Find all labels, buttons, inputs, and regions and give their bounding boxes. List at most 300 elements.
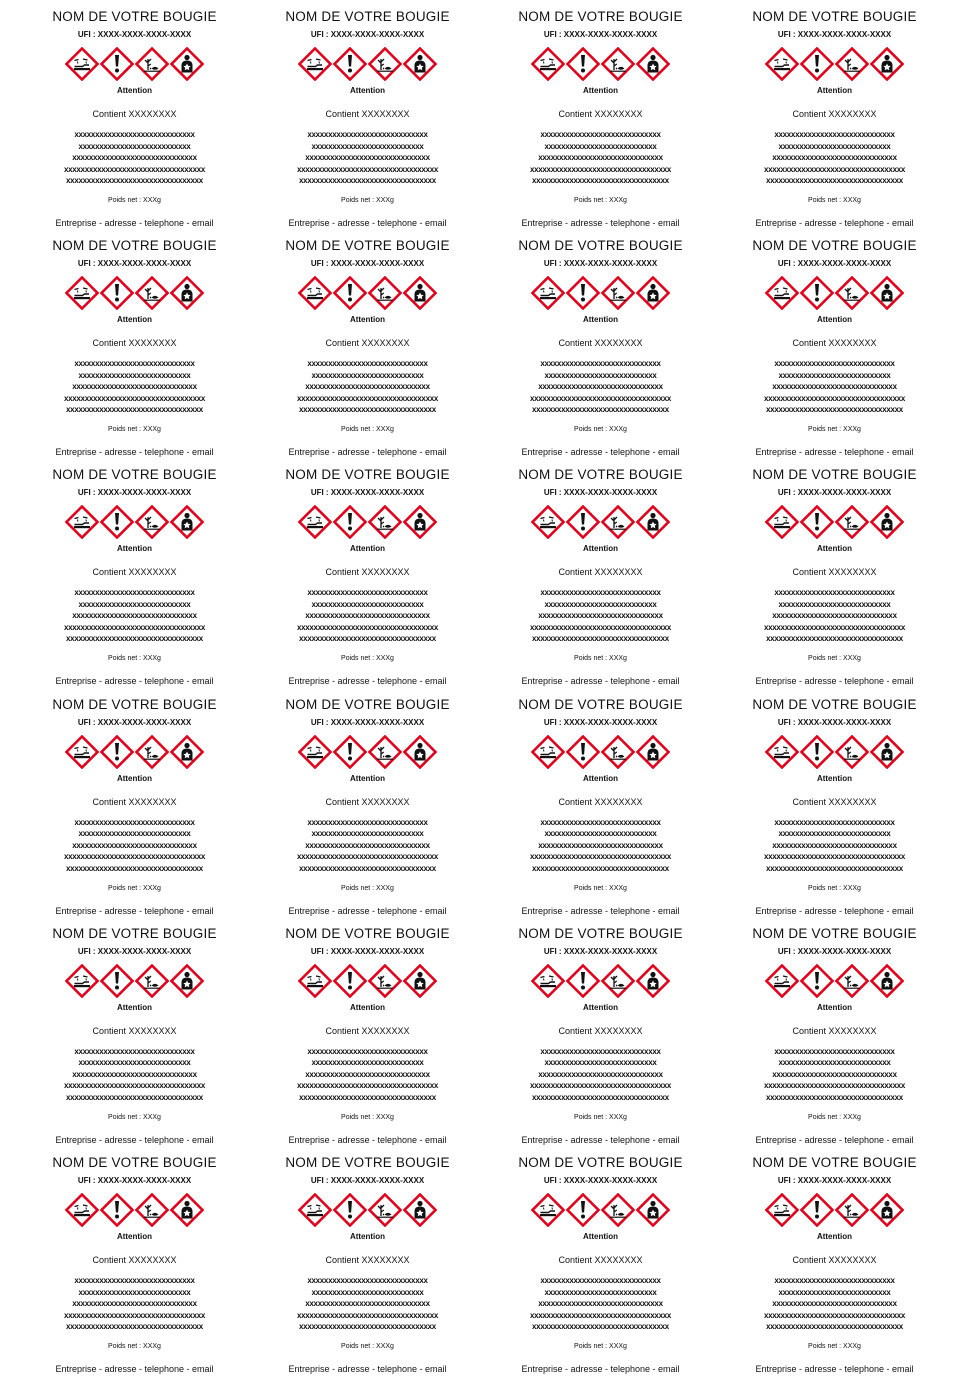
- net-weight: Poids net : XXXg: [108, 197, 161, 204]
- contains-line: Contient XXXXXXXX: [792, 1025, 877, 1036]
- candle-name: NOM DE VOTRE BOUGIE: [52, 9, 217, 24]
- net-weight: Poids net : XXXg: [108, 1343, 161, 1350]
- hazard-statement-line: xxxxxxxxxxxxxxxxxxxxxxxxxxxxxxxxx: [532, 863, 669, 873]
- ghs05-corrosion-icon: [531, 276, 565, 310]
- ghs07-exclamation-icon: [100, 505, 134, 539]
- hazard-statement-line: xxxxxxxxxxxxxxxxxxxxxxxxxxxxxxxxx: [766, 863, 903, 873]
- net-weight: Poids net : XXXg: [808, 884, 861, 892]
- hazard-statement-line: xxxxxxxxxxxxxxxxxxxxxxxxxxx: [311, 829, 424, 839]
- hazard-pictograms: [484, 47, 717, 81]
- hazard-statement-line: xxxxxxxxxxxxxxxxxxxxxxxxxxxxx: [307, 130, 428, 139]
- hazard-statement-line: xxxxxxxxxxxxxxxxxxxxxxxxxxxxxxxxxx: [529, 852, 672, 862]
- company-contact-line: Entreprise - adresse - telephone - email: [755, 1364, 914, 1374]
- ghs09-environment-icon: [601, 735, 635, 769]
- hazard-statement-line: xxxxxxxxxxxxxxxxxxxxxxxxxxxxxxxxxx: [529, 1310, 672, 1320]
- ghs05-corrosion-icon: [531, 964, 565, 998]
- ghs05-corrosion-icon: [298, 735, 332, 769]
- ghs09-environment-icon: [835, 47, 869, 81]
- hazard-statement-line: xxxxxxxxxxxxxxxxxxxxxxxxxxx: [544, 370, 657, 380]
- company-contact-line: Entreprise - adresse - telephone - email: [288, 1364, 447, 1374]
- company-contact-line: Entreprise - adresse - telephone - email: [521, 676, 680, 687]
- net-weight: Poids net : XXXg: [574, 884, 627, 892]
- hazard-pictograms: [251, 735, 484, 769]
- hazard-statement-line: xxxxxxxxxxxxxxxxxxxxxxxxxxxxx: [540, 359, 661, 369]
- company-contact-line: Entreprise - adresse - telephone - email: [55, 447, 214, 458]
- candle-label: [484, 229, 717, 458]
- ufi-code: UFI : XXXX-XXXX-XXXX-XXXX: [543, 717, 658, 727]
- contains-line: Contient XXXXXXXX: [558, 1025, 643, 1036]
- company-contact-line: Entreprise - adresse - telephone - email: [755, 447, 914, 458]
- contains-line: Contient XXXXXXXX: [792, 1255, 877, 1265]
- net-weight: Poids net : XXXg: [574, 655, 627, 663]
- hazard-statement-line: xxxxxxxxxxxxxxxxxxxxxxxxxxxxxxxxxx: [529, 1081, 672, 1091]
- candle-label: [718, 229, 951, 458]
- candle-label: [18, 917, 251, 1146]
- contains-line: Contient XXXXXXXX: [325, 567, 410, 578]
- candle-name: NOM DE VOTRE BOUGIE: [518, 925, 683, 941]
- hazard-pictograms: [251, 505, 484, 539]
- net-weight: Poids net : XXXg: [341, 197, 394, 204]
- ghs09-environment-icon: [835, 505, 869, 539]
- signal-word: Attention: [349, 1232, 386, 1241]
- hazard-pictograms: [484, 276, 717, 310]
- hazard-statement-line: xxxxxxxxxxxxxxxxxxxxxxxxxxxxx: [774, 1046, 895, 1056]
- ghs07-exclamation-icon: [566, 1193, 600, 1227]
- hazard-pictograms: [251, 276, 484, 310]
- ufi-code: UFI : XXXX-XXXX-XXXX-XXXX: [310, 488, 425, 498]
- hazard-statement-line: xxxxxxxxxxxxxxxxxxxxxxxxxxxxx: [774, 359, 895, 369]
- hazard-statement-line: xxxxxxxxxxxxxxxxxxxxxxxxxxxxx: [307, 588, 428, 598]
- ghs05-corrosion-icon: [765, 964, 799, 998]
- candle-name: NOM DE VOTRE BOUGIE: [285, 925, 450, 941]
- ufi-code: UFI : XXXX-XXXX-XXXX-XXXX: [310, 946, 425, 956]
- hazard-statement-line: xxxxxxxxxxxxxxxxxxxxxxxxxxx: [311, 1058, 424, 1068]
- candle-name: NOM DE VOTRE BOUGIE: [285, 467, 450, 483]
- contains-line: Contient XXXXXXXX: [558, 796, 643, 807]
- company-contact-line: Entreprise - adresse - telephone - email: [755, 905, 914, 916]
- hazard-statement-line: xxxxxxxxxxxxxxxxxxxxxxxxxxxxxx: [538, 611, 663, 621]
- company-contact-line: Entreprise - adresse - telephone - email: [521, 218, 680, 228]
- candle-name: NOM DE VOTRE BOUGIE: [752, 1155, 917, 1170]
- hazard-pictograms: [484, 964, 717, 998]
- hazard-statement-line: xxxxxxxxxxxxxxxxxxxxxxxxxxxxxxxxx: [299, 405, 436, 415]
- hazard-statement-line: xxxxxxxxxxxxxxxxxxxxxxxxxxxxxxxxxx: [296, 393, 439, 403]
- candle-name: NOM DE VOTRE BOUGIE: [518, 467, 683, 483]
- candle-name: NOM DE VOTRE BOUGIE: [752, 238, 917, 254]
- ghs05-corrosion-icon: [531, 47, 565, 81]
- hazard-statement-line: xxxxxxxxxxxxxxxxxxxxxxxxxxxxxxxxxx: [63, 622, 206, 632]
- hazard-statement-line: xxxxxxxxxxxxxxxxxxxxxxxxxxxxx: [774, 817, 895, 827]
- ghs05-corrosion-icon: [765, 505, 799, 539]
- hazard-statement-line: xxxxxxxxxxxxxxxxxxxxxxxxxxxxx: [774, 588, 895, 598]
- ghs08-health-hazard-icon: [636, 47, 670, 81]
- ghs07-exclamation-icon: [333, 735, 367, 769]
- candle-label: [718, 458, 951, 687]
- hazard-statement-line: xxxxxxxxxxxxxxxxxxxxxxxxxxxxxx: [538, 382, 663, 392]
- net-weight: Poids net : XXXg: [808, 426, 861, 434]
- ghs07-exclamation-icon: [333, 964, 367, 998]
- ghs09-environment-icon: [368, 964, 402, 998]
- hazard-statement-line: xxxxxxxxxxxxxxxxxxxxxxxxxxxxx: [307, 1046, 428, 1056]
- ghs07-exclamation-icon: [333, 276, 367, 310]
- ghs09-environment-icon: [368, 47, 402, 81]
- candle-label: [18, 688, 251, 917]
- hazard-statements: [251, 358, 484, 416]
- ghs08-health-hazard-icon: [636, 276, 670, 310]
- ghs07-exclamation-icon: [100, 47, 134, 81]
- hazard-statements: [718, 1046, 951, 1104]
- contains-line: Contient XXXXXXXX: [92, 338, 177, 349]
- ufi-code: UFI : XXXX-XXXX-XXXX-XXXX: [310, 717, 425, 727]
- candle-label: [484, 1146, 717, 1375]
- hazard-statement-line: xxxxxxxxxxxxxxxxxxxxxxxxxxxxxx: [305, 840, 430, 850]
- signal-word: Attention: [116, 544, 153, 554]
- ghs07-exclamation-icon: [800, 276, 834, 310]
- company-contact-line: Entreprise - adresse - telephone - email: [55, 218, 214, 228]
- hazard-statement-line: xxxxxxxxxxxxxxxxxxxxxxxxxxxxxx: [72, 382, 197, 392]
- candle-label: [18, 458, 251, 687]
- ghs08-health-hazard-icon: [870, 735, 904, 769]
- ghs09-environment-icon: [835, 735, 869, 769]
- hazard-statement-line: xxxxxxxxxxxxxxxxxxxxxxxxxxxxxxxxxx: [529, 393, 672, 403]
- ghs08-health-hazard-icon: [170, 1193, 204, 1227]
- ghs07-exclamation-icon: [566, 276, 600, 310]
- hazard-statement-line: xxxxxxxxxxxxxxxxxxxxxxxxxxxxxx: [305, 611, 430, 621]
- contains-line: Contient XXXXXXXX: [792, 109, 877, 119]
- net-weight: Poids net : XXXg: [341, 1113, 394, 1121]
- hazard-pictograms: [18, 276, 251, 310]
- hazard-statements: [718, 129, 951, 187]
- candle-label: [718, 1146, 951, 1375]
- ghs08-health-hazard-icon: [636, 505, 670, 539]
- ghs08-health-hazard-icon: [636, 735, 670, 769]
- ghs05-corrosion-icon: [765, 1193, 799, 1227]
- hazard-statement-line: xxxxxxxxxxxxxxxxxxxxxxxxxxxxxxxxx: [299, 634, 436, 644]
- hazard-statement-line: xxxxxxxxxxxxxxxxxxxxxxxxxxxxx: [74, 817, 195, 827]
- contains-line: Contient XXXXXXXX: [325, 338, 410, 349]
- hazard-pictograms: [18, 735, 251, 769]
- hazard-statement-line: xxxxxxxxxxxxxxxxxxxxxxxxxxx: [78, 1058, 191, 1068]
- hazard-statement-line: xxxxxxxxxxxxxxxxxxxxxxxxxxxxxx: [772, 382, 897, 392]
- hazard-statements: [251, 817, 484, 875]
- ghs08-health-hazard-icon: [403, 505, 437, 539]
- hazard-statement-line: xxxxxxxxxxxxxxxxxxxxxxxxxxx: [544, 141, 657, 151]
- hazard-statement-line: xxxxxxxxxxxxxxxxxxxxxxxxxxxxx: [540, 1276, 661, 1285]
- hazard-pictograms: [18, 47, 251, 81]
- candle-name: NOM DE VOTRE BOUGIE: [52, 925, 217, 941]
- ghs05-corrosion-icon: [765, 47, 799, 81]
- hazard-pictograms: [718, 964, 951, 998]
- ufi-code: UFI : XXXX-XXXX-XXXX-XXXX: [543, 488, 658, 498]
- hazard-statement-line: xxxxxxxxxxxxxxxxxxxxxxxxxxx: [311, 370, 424, 380]
- candle-name: NOM DE VOTRE BOUGIE: [52, 238, 217, 254]
- hazard-statements: [718, 817, 951, 875]
- hazard-statement-line: xxxxxxxxxxxxxxxxxxxxxxxxxxxxx: [74, 359, 195, 369]
- ghs07-exclamation-icon: [800, 47, 834, 81]
- hazard-statement-line: xxxxxxxxxxxxxxxxxxxxxxxxxxxxxx: [538, 1299, 663, 1308]
- hazard-statement-line: xxxxxxxxxxxxxxxxxxxxxxxxxxxxx: [74, 130, 195, 139]
- hazard-pictograms: [718, 1193, 951, 1227]
- hazard-statement-line: xxxxxxxxxxxxxxxxxxxxxxxxxxxxxxxxxx: [296, 164, 439, 174]
- candle-name: NOM DE VOTRE BOUGIE: [52, 696, 217, 712]
- company-contact-line: Entreprise - adresse - telephone - email: [288, 1134, 447, 1145]
- ufi-code: UFI : XXXX-XXXX-XXXX-XXXX: [543, 259, 658, 269]
- hazard-statement-line: xxxxxxxxxxxxxxxxxxxxxxxxxxxxxxxxxx: [296, 852, 439, 862]
- ghs07-exclamation-icon: [566, 505, 600, 539]
- hazard-statement-line: xxxxxxxxxxxxxxxxxxxxxxxxxxxxxxxxxx: [296, 1081, 439, 1091]
- ghs05-corrosion-icon: [298, 276, 332, 310]
- candle-label: [484, 688, 717, 917]
- hazard-statement-line: xxxxxxxxxxxxxxxxxxxxxxxxxxxxxx: [72, 1069, 197, 1079]
- contains-line: Contient XXXXXXXX: [325, 796, 410, 807]
- signal-word: Attention: [116, 86, 153, 95]
- ghs09-environment-icon: [135, 47, 169, 81]
- signal-word: Attention: [116, 773, 153, 783]
- signal-word: Attention: [116, 315, 153, 325]
- candle-label: [251, 229, 484, 458]
- hazard-statement-line: xxxxxxxxxxxxxxxxxxxxxxxxxxxxxxxxx: [766, 405, 903, 415]
- ghs09-environment-icon: [135, 276, 169, 310]
- hazard-pictograms: [18, 505, 251, 539]
- hazard-statement-line: xxxxxxxxxxxxxxxxxxxxxxxxxxxxx: [540, 130, 661, 139]
- hazard-statement-line: xxxxxxxxxxxxxxxxxxxxxxxxxxx: [778, 1058, 891, 1068]
- hazard-statements: [18, 1046, 251, 1104]
- ghs08-health-hazard-icon: [870, 505, 904, 539]
- company-contact-line: Entreprise - adresse - telephone - email: [288, 905, 447, 916]
- ufi-code: UFI : XXXX-XXXX-XXXX-XXXX: [543, 946, 658, 956]
- ghs08-health-hazard-icon: [636, 1193, 670, 1227]
- contains-line: Contient XXXXXXXX: [92, 567, 177, 578]
- hazard-statement-line: xxxxxxxxxxxxxxxxxxxxxxxxxxxxxxxxx: [532, 1322, 669, 1331]
- ghs09-environment-icon: [135, 1193, 169, 1227]
- candle-label: [18, 0, 251, 229]
- hazard-statement-line: xxxxxxxxxxxxxxxxxxxxxxxxxxxxxxxxx: [299, 1092, 436, 1102]
- candle-label: [18, 229, 251, 458]
- hazard-statements: [484, 587, 717, 645]
- signal-word: Attention: [816, 544, 853, 554]
- hazard-statements: [718, 587, 951, 645]
- ufi-code: UFI : XXXX-XXXX-XXXX-XXXX: [777, 717, 892, 727]
- ghs05-corrosion-icon: [531, 1193, 565, 1227]
- hazard-statement-line: xxxxxxxxxxxxxxxxxxxxxxxxxxxxxx: [305, 1299, 430, 1308]
- hazard-statement-line: xxxxxxxxxxxxxxxxxxxxxxxxxxxxxxxxx: [532, 176, 669, 185]
- hazard-pictograms: [251, 47, 484, 81]
- ghs08-health-hazard-icon: [403, 735, 437, 769]
- hazard-statement-line: xxxxxxxxxxxxxxxxxxxxxxxxxxx: [544, 599, 657, 609]
- hazard-statement-line: xxxxxxxxxxxxxxxxxxxxxxxxxxx: [778, 599, 891, 609]
- net-weight: Poids net : XXXg: [808, 1343, 861, 1350]
- hazard-statement-line: xxxxxxxxxxxxxxxxxxxxxxxxxxx: [544, 829, 657, 839]
- signal-word: Attention: [816, 86, 853, 95]
- net-weight: Poids net : XXXg: [808, 1113, 861, 1121]
- candle-name: NOM DE VOTRE BOUGIE: [752, 925, 917, 941]
- hazard-statement-line: xxxxxxxxxxxxxxxxxxxxxxxxxxxxxxxxx: [766, 634, 903, 644]
- signal-word: Attention: [582, 1002, 619, 1012]
- signal-word: Attention: [816, 315, 853, 325]
- hazard-statement-line: xxxxxxxxxxxxxxxxxxxxxxxxxxxxxxxxxx: [63, 1081, 206, 1091]
- hazard-statement-line: xxxxxxxxxxxxxxxxxxxxxxxxxxxxxxxxx: [766, 1322, 903, 1331]
- candle-label: [251, 0, 484, 229]
- signal-word: Attention: [582, 773, 619, 783]
- ghs08-health-hazard-icon: [870, 964, 904, 998]
- candle-label: [251, 688, 484, 917]
- company-contact-line: Entreprise - adresse - telephone - email: [521, 1134, 680, 1145]
- hazard-statement-line: xxxxxxxxxxxxxxxxxxxxxxxxxxxxxxxxx: [532, 634, 669, 644]
- hazard-statement-line: xxxxxxxxxxxxxxxxxxxxxxxxxxx: [311, 141, 424, 151]
- hazard-pictograms: [484, 505, 717, 539]
- net-weight: Poids net : XXXg: [574, 197, 627, 204]
- hazard-statement-line: xxxxxxxxxxxxxxxxxxxxxxxxxxxxxxxxx: [299, 1322, 436, 1331]
- hazard-statement-line: xxxxxxxxxxxxxxxxxxxxxxxxxxxxxx: [305, 382, 430, 392]
- ufi-code: UFI : XXXX-XXXX-XXXX-XXXX: [310, 1176, 425, 1185]
- ghs08-health-hazard-icon: [170, 964, 204, 998]
- ghs09-environment-icon: [601, 964, 635, 998]
- hazard-statements: [484, 358, 717, 416]
- company-contact-line: Entreprise - adresse - telephone - email: [521, 905, 680, 916]
- net-weight: Poids net : XXXg: [574, 1343, 627, 1350]
- hazard-statement-line: xxxxxxxxxxxxxxxxxxxxxxxxxxxxxx: [538, 1069, 663, 1079]
- candle-label: [251, 1146, 484, 1375]
- ghs08-health-hazard-icon: [403, 1193, 437, 1227]
- hazard-statements: [251, 1275, 484, 1333]
- ghs09-environment-icon: [368, 505, 402, 539]
- signal-word: Attention: [349, 315, 386, 325]
- ghs09-environment-icon: [835, 276, 869, 310]
- hazard-statement-line: xxxxxxxxxxxxxxxxxxxxxxxxxxx: [78, 141, 191, 151]
- hazard-statement-line: xxxxxxxxxxxxxxxxxxxxxxxxxxx: [311, 599, 424, 609]
- hazard-statements: [718, 358, 951, 416]
- hazard-statement-line: xxxxxxxxxxxxxxxxxxxxxxxxxxxxx: [774, 130, 895, 139]
- ufi-code: UFI : XXXX-XXXX-XXXX-XXXX: [77, 30, 192, 39]
- hazard-statements: [484, 129, 717, 187]
- hazard-statement-line: xxxxxxxxxxxxxxxxxxxxxxxxxxxxx: [540, 1046, 661, 1056]
- ghs07-exclamation-icon: [800, 1193, 834, 1227]
- signal-word: Attention: [349, 86, 386, 95]
- hazard-statement-line: xxxxxxxxxxxxxxxxxxxxxxxxxxxxx: [74, 588, 195, 598]
- hazard-statement-line: xxxxxxxxxxxxxxxxxxxxxxxxxxxxxxxxx: [66, 1322, 203, 1331]
- ghs09-environment-icon: [135, 505, 169, 539]
- ghs07-exclamation-icon: [100, 964, 134, 998]
- candle-name: NOM DE VOTRE BOUGIE: [752, 696, 917, 712]
- signal-word: Attention: [349, 1002, 386, 1012]
- hazard-statement-line: xxxxxxxxxxxxxxxxxxxxxxxxxxxxxxxxxx: [763, 1081, 906, 1091]
- hazard-statement-line: xxxxxxxxxxxxxxxxxxxxxxxxxxxxxxxxxx: [63, 852, 206, 862]
- hazard-statement-line: xxxxxxxxxxxxxxxxxxxxxxxxxxx: [544, 1058, 657, 1068]
- ufi-code: UFI : XXXX-XXXX-XXXX-XXXX: [777, 946, 892, 956]
- hazard-statements: [251, 129, 484, 187]
- ghs07-exclamation-icon: [566, 964, 600, 998]
- hazard-statement-line: xxxxxxxxxxxxxxxxxxxxxxxxxxxxxxxxx: [532, 1092, 669, 1102]
- ghs07-exclamation-icon: [333, 47, 367, 81]
- company-contact-line: Entreprise - adresse - telephone - email: [755, 1134, 914, 1145]
- signal-word: Attention: [349, 773, 386, 783]
- contains-line: Contient XXXXXXXX: [792, 567, 877, 578]
- hazard-statement-line: xxxxxxxxxxxxxxxxxxxxxxxxxxxxxxxxxx: [529, 622, 672, 632]
- hazard-statement-line: xxxxxxxxxxxxxxxxxxxxxxxxxxxxxxxxxx: [63, 164, 206, 174]
- candle-name: NOM DE VOTRE BOUGIE: [285, 9, 450, 24]
- ufi-code: UFI : XXXX-XXXX-XXXX-XXXX: [777, 488, 892, 498]
- ghs09-environment-icon: [601, 276, 635, 310]
- hazard-pictograms: [18, 1193, 251, 1227]
- hazard-statement-line: xxxxxxxxxxxxxxxxxxxxxxxxxxxxxx: [72, 1299, 197, 1308]
- signal-word: Attention: [816, 1232, 853, 1241]
- ghs05-corrosion-icon: [65, 505, 99, 539]
- hazard-pictograms: [718, 276, 951, 310]
- net-weight: Poids net : XXXg: [108, 1113, 161, 1121]
- ufi-code: UFI : XXXX-XXXX-XXXX-XXXX: [777, 30, 892, 39]
- company-contact-line: Entreprise - adresse - telephone - email: [521, 1364, 680, 1374]
- company-contact-line: Entreprise - adresse - telephone - email: [288, 218, 447, 228]
- ghs07-exclamation-icon: [800, 964, 834, 998]
- ghs05-corrosion-icon: [65, 276, 99, 310]
- ghs05-corrosion-icon: [298, 47, 332, 81]
- hazard-statement-line: xxxxxxxxxxxxxxxxxxxxxxxxxxxxxxxxx: [766, 176, 903, 185]
- company-contact-line: Entreprise - adresse - telephone - email: [288, 447, 447, 458]
- candle-label: [484, 0, 717, 229]
- contains-line: Contient XXXXXXXX: [92, 796, 177, 807]
- hazard-statements: [18, 1275, 251, 1333]
- ghs07-exclamation-icon: [100, 276, 134, 310]
- hazard-statement-line: xxxxxxxxxxxxxxxxxxxxxxxxxxxxxxxxx: [766, 1092, 903, 1102]
- hazard-pictograms: [484, 1193, 717, 1227]
- candle-name: NOM DE VOTRE BOUGIE: [752, 9, 917, 24]
- hazard-statement-line: xxxxxxxxxxxxxxxxxxxxxxxxxxxxx: [307, 1276, 428, 1285]
- hazard-statements: [251, 587, 484, 645]
- hazard-pictograms: [484, 735, 717, 769]
- candle-name: NOM DE VOTRE BOUGIE: [518, 696, 683, 712]
- ghs08-health-hazard-icon: [870, 276, 904, 310]
- ufi-code: UFI : XXXX-XXXX-XXXX-XXXX: [77, 259, 192, 269]
- hazard-statement-line: xxxxxxxxxxxxxxxxxxxxxxxxxxxxxxxxxx: [296, 1310, 439, 1320]
- ghs08-health-hazard-icon: [170, 735, 204, 769]
- ghs08-health-hazard-icon: [403, 47, 437, 81]
- ghs05-corrosion-icon: [298, 964, 332, 998]
- ghs07-exclamation-icon: [100, 1193, 134, 1227]
- hazard-statements: [18, 358, 251, 416]
- company-contact-line: Entreprise - adresse - telephone - email: [55, 1134, 214, 1145]
- ghs05-corrosion-icon: [298, 505, 332, 539]
- signal-word: Attention: [582, 544, 619, 554]
- ghs07-exclamation-icon: [100, 735, 134, 769]
- hazard-statement-line: xxxxxxxxxxxxxxxxxxxxxxxxxxxxxx: [305, 153, 430, 162]
- ghs05-corrosion-icon: [65, 964, 99, 998]
- hazard-statement-line: xxxxxxxxxxxxxxxxxxxxxxxxxxxxxx: [72, 153, 197, 162]
- net-weight: Poids net : XXXg: [341, 426, 394, 434]
- net-weight: Poids net : XXXg: [108, 655, 161, 663]
- hazard-statements: [484, 817, 717, 875]
- candle-name: NOM DE VOTRE BOUGIE: [285, 1155, 450, 1170]
- candle-label: [18, 1146, 251, 1375]
- contains-line: Contient XXXXXXXX: [325, 1255, 410, 1265]
- hazard-statement-line: xxxxxxxxxxxxxxxxxxxxxxxxxxxxxxxxxx: [763, 852, 906, 862]
- signal-word: Attention: [816, 1002, 853, 1012]
- ghs05-corrosion-icon: [298, 1193, 332, 1227]
- hazard-statement-line: xxxxxxxxxxxxxxxxxxxxxxxxxxxxxx: [772, 153, 897, 162]
- hazard-statement-line: xxxxxxxxxxxxxxxxxxxxxxxxxxx: [544, 1287, 657, 1297]
- hazard-statement-line: xxxxxxxxxxxxxxxxxxxxxxxxxxx: [778, 141, 891, 151]
- hazard-statement-line: xxxxxxxxxxxxxxxxxxxxxxxxxxxxxx: [772, 1299, 897, 1308]
- hazard-statements: [18, 587, 251, 645]
- ufi-code: UFI : XXXX-XXXX-XXXX-XXXX: [777, 259, 892, 269]
- candle-label: [718, 917, 951, 1146]
- ghs09-environment-icon: [601, 1193, 635, 1227]
- ghs09-environment-icon: [135, 735, 169, 769]
- ghs07-exclamation-icon: [566, 47, 600, 81]
- contains-line: Contient XXXXXXXX: [558, 338, 643, 349]
- candle-label: [718, 688, 951, 917]
- ghs08-health-hazard-icon: [870, 47, 904, 81]
- ghs08-health-hazard-icon: [636, 964, 670, 998]
